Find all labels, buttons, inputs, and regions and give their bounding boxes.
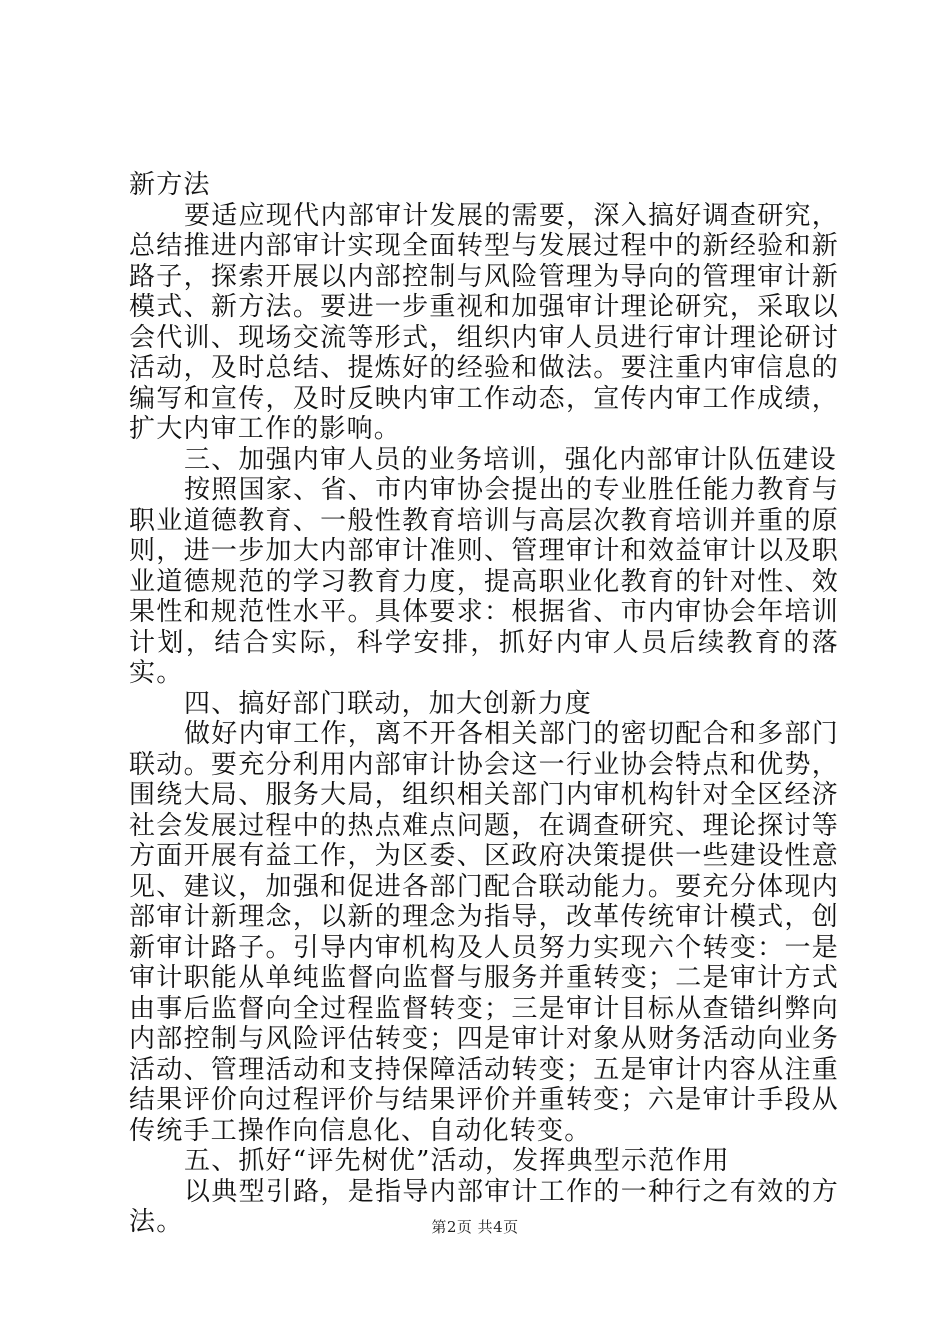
section-heading-four: 四、搞好部门联动，加大创新力度 [184,688,593,719]
paragraph-linkage: 做好内审工作，离不开各相关部门的密切配合和多部门联动。要充分利用内部审计协会这一行业协会特点和优势，围绕大局、服务大局，组织相关部门内审机构针对全区经济社会发展过程中的热点难点问题，在调查研究、理论探讨等方面开展有益工作，为区委、区政府决策提供一些建设性意见、建议，加强和促进各部门配合联动能力。要充分体现内部审计新理念，以新的理念为指导，改革传统审计模式，创新审计路子。引导内审机构及人员努力实现六个转变：一是审计职能从单纯监督向监督与服务并重转变；二是审计方式由事后监督向全过程监督转变；三是审计目标从查错纠弊向内部控制与风险评估转变；四是审计对象从财务活动向业务活动、管理活动和支持保障活动转变；五是审计内容从注重结果评价向过程评价与结果评价并重转变；六是审计手段从传统手工操作向信息化、自动化转变。 [129,719,839,1146]
page-number-footer: 第2页 共4页 [431,1218,519,1236]
paragraph-model: 以典型引路，是指导内部审计工作的一种行之有效的方法。 [129,1176,839,1237]
paragraph-training: 按照国家、省、市内审协会提出的专业胜任能力教育与职业道德教育、一般性教育培训与高层次教育培训并重的原则，进一步加大内部审计准则、管理审计和效益审计以及职业道德规范的学习教育力度，提高职业化教育的针对性、效果性和规范性水平。具体要求：根据省、市内审协会年培训计划，结合实际，科学安排，抓好内审人员后续教育的落实。 [129,475,839,688]
document-body [129,170,839,1238]
section-heading-three: 三、加强内审人员的业务培训，强化内部审计队伍建设 [184,444,837,475]
paragraph-research: 要适应现代内部审计发展的需要，深入搞好调查研究，总结推进内部审计实现全面转型与发展过程中的新经验和新路子，探索开展以内部控制与风险管理为导向的管理审计新模式、新方法。要进一步重视和加强审计理论研究，采取以会代训、现场交流等形式，组织内审人员进行审计理论研讨活动，及时总结、提炼好的经验和做法。要注重内审信息的编写和宣传，及时反映内审工作动态，宣传内审工作成绩，扩大内审工作的影响。 [129,200,839,444]
paragraph-continuation: 新方法 [129,170,211,200]
section-heading-five: 五、抓好“评先树优”活动，发挥典型示范作用 [184,1146,730,1176]
